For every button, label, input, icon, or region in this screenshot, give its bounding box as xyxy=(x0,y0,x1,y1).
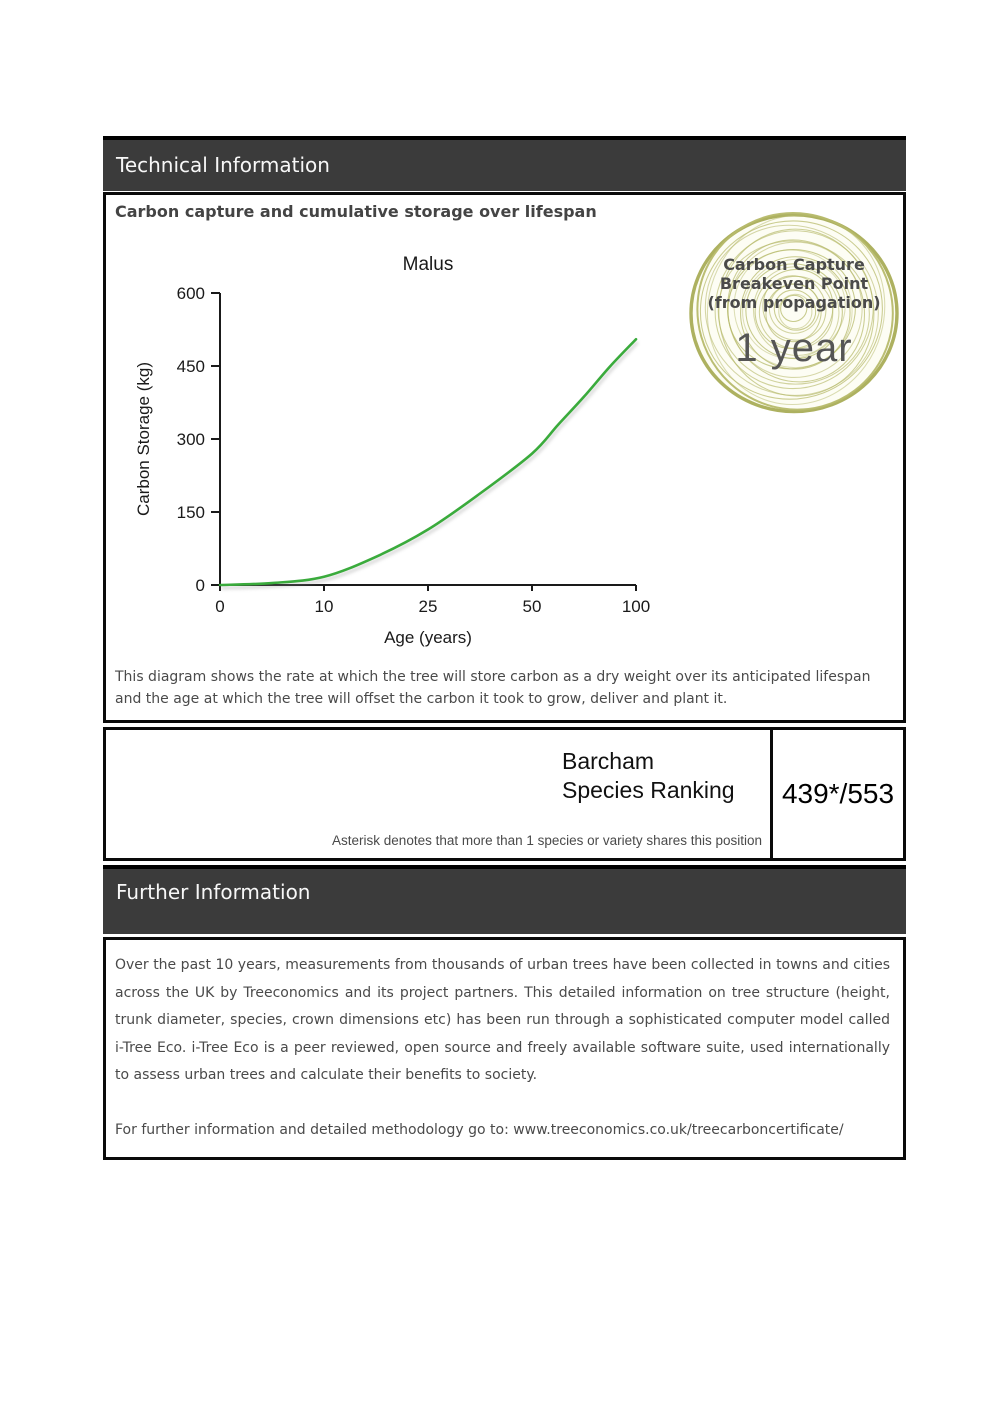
stamp-text xyxy=(688,255,900,371)
x-tick-label: 50 xyxy=(522,597,542,616)
axis-lines xyxy=(220,293,636,585)
ranking-value-cell xyxy=(773,730,903,858)
further-information-title: Further Information xyxy=(116,880,311,904)
curve-shadow xyxy=(222,342,638,588)
chart-title: Malus xyxy=(402,254,454,275)
breakeven-stamp xyxy=(688,205,900,417)
y-tick-label: 0 xyxy=(195,576,205,595)
stamp-line-3: (from propagation) xyxy=(707,293,881,312)
x-axis-label: Age (years) xyxy=(384,628,472,647)
chart-description: This diagram shows the rate at which the tree will store carbon as a dry weight over its anticipated lifespan and the age at which the tree will offset the carbon it took to grow, deliver and plant it. xyxy=(115,669,871,707)
further-information-section xyxy=(103,937,906,1160)
carbon-storage-curve xyxy=(220,339,636,585)
technical-information-header xyxy=(103,136,906,191)
technical-information-title: Technical Information xyxy=(116,153,330,177)
y-tick-label: 450 xyxy=(176,357,205,376)
y-tick-label: 150 xyxy=(176,503,205,522)
ranking-footnote: Asterisk denotes that more than 1 species or variety shares this position xyxy=(332,833,762,848)
further-information-paragraph: Over the past 10 years, measurements from thousands of urban trees have been collected in towns and cities across the UK by Treeconomics and its project partners. This detailed information on tree structure (height, trunk diameter, species, crown dimensions etc) has been run through a sophisticated computer model called i-Tree Eco. i-Tree Eco is a peer reviewed, open source and freely available software suite, used internationally to assess urban trees and calculate their benefits to society. xyxy=(115,957,890,1083)
species-ranking-section xyxy=(103,727,906,861)
stamp-line-1: Carbon Capture xyxy=(723,255,865,274)
x-tick-label: 100 xyxy=(621,597,651,616)
ranking-value: 439*/553 xyxy=(781,778,895,809)
y-tick-label: 600 xyxy=(176,284,205,303)
x-tick-label: 0 xyxy=(215,597,225,616)
carbon-capture-section xyxy=(103,192,906,723)
x-tick-label: 25 xyxy=(418,597,438,616)
section-heading: Carbon capture and cumulative storage over lifespan xyxy=(115,202,597,221)
stamp-line-2: Breakeven Point xyxy=(719,274,869,293)
x-tick-label: 10 xyxy=(314,597,334,616)
ranking-label-cell xyxy=(106,730,773,858)
y-tick-label: 300 xyxy=(176,430,205,449)
y-axis-label: Carbon Storage (kg) xyxy=(134,361,153,517)
ranking-label-line-1: Barcham xyxy=(562,748,655,774)
further-information-header xyxy=(103,865,906,934)
breakeven-value: 1 year xyxy=(735,326,853,370)
ranking-label-line-2: Species Ranking xyxy=(562,777,735,803)
methodology-url-line: For further information and detailed methodology go to: www.treeconomics.co.uk/treecarboncertificate/ xyxy=(115,1121,844,1138)
ranking-label xyxy=(562,747,735,805)
